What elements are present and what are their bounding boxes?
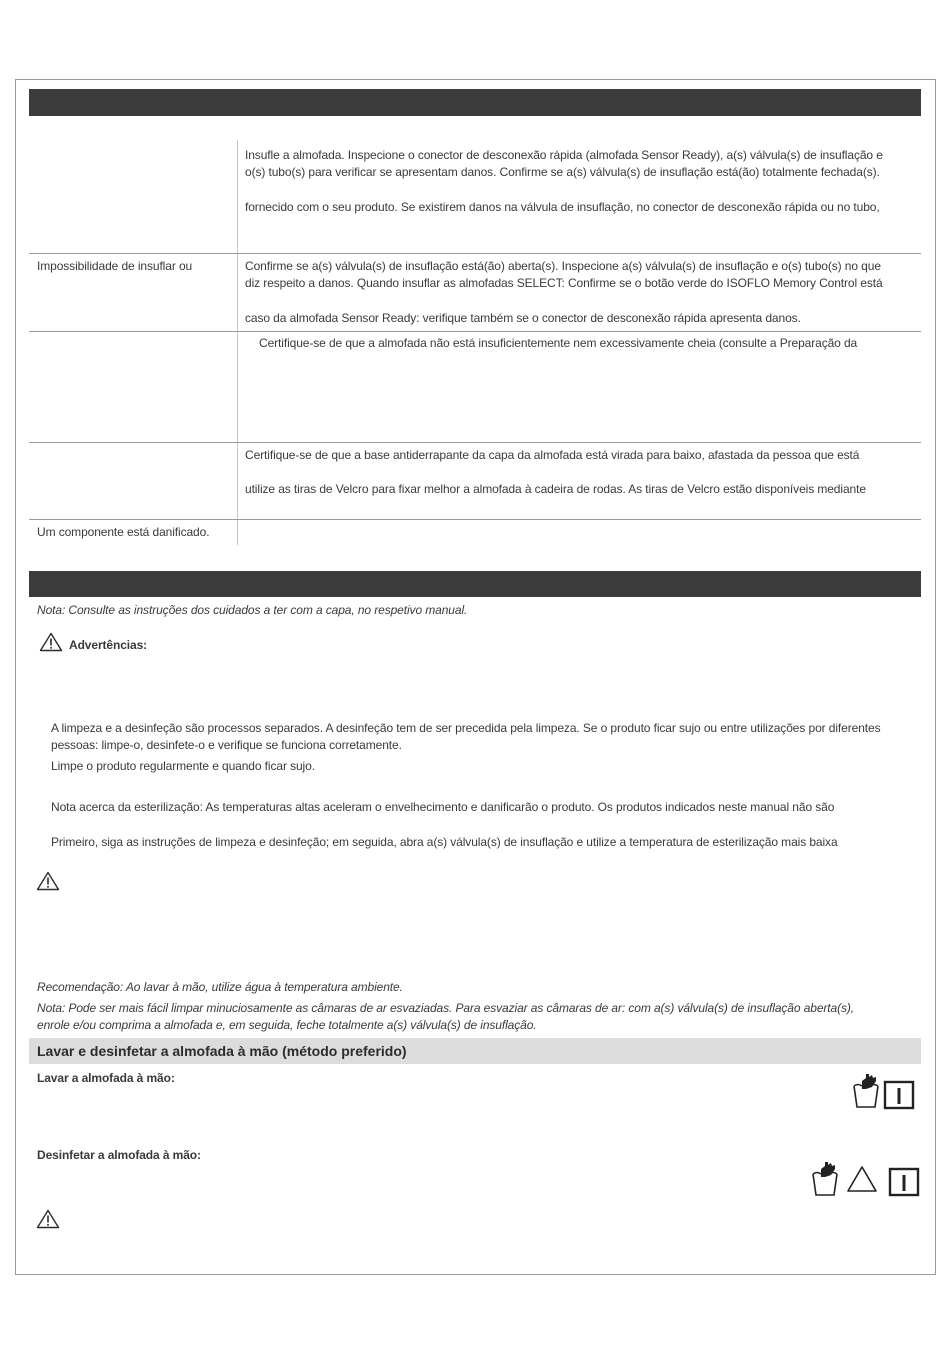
bleach-triangle-icon	[846, 1165, 878, 1198]
warning-text: Limpe o produto regularmente e quando ficar sujo.	[51, 759, 315, 773]
recommendation-text: Recomendação: Ao lavar à mão, utilize água à temperatura ambiente.	[37, 980, 403, 994]
table-row-divider	[29, 519, 921, 520]
table-cell-solution: fornecido com o seu produto. Se existirem danos na válvula de insuflação, no conector de desconexão rápida ou no tubo,	[245, 200, 880, 214]
table-cell-solution: utilize as tiras de Velcro para fixar melhor a almofada à cadeira de rodas. As tiras de Velcro estão disponíveis mediante	[245, 482, 866, 496]
warning-text: Nota acerca da esterilização: As temperaturas altas aceleram o envelhecimento e danificarão o produto. Os produtos indicados neste manual não são	[51, 800, 835, 814]
warning-icon	[36, 871, 60, 896]
table-cell-problem: Um componente está danificado.	[37, 525, 210, 539]
warning-icon	[36, 1209, 60, 1234]
table-row-divider	[29, 253, 921, 254]
section-title: Lavar e desinfetar a almofada à mão (método preferido)	[37, 1043, 407, 1059]
troubleshooting-header-bar	[29, 89, 921, 116]
table-column-divider	[237, 140, 238, 545]
table-cell-solution: Insufle a almofada. Inspecione o conector de desconexão rápida (almofada Sensor Ready), a(s) válvula(s) de insuflação e	[245, 148, 883, 162]
table-cell-solution: Certifique-se de que a almofada não está insuficientemente nem excessivamente cheia (consulte a Preparação da	[259, 336, 858, 350]
warning-icon	[39, 632, 63, 657]
hand-wash-icon	[852, 1072, 882, 1115]
wash-label: Lavar a almofada à mão:	[37, 1071, 175, 1085]
note-air-chambers: enrole e/ou comprima a almofada e, em seguida, feche totalmente a(s) válvula(s) de insuflação.	[37, 1018, 537, 1032]
warning-text: Primeiro, siga as instruções de limpeza e desinfeção; em seguida, abra a(s) válvula(s) de insuflação e utilize a temperatura de esterilização mais baixa	[51, 835, 838, 849]
care-header-bar	[29, 571, 921, 597]
table-cell-solution: Confirme se a(s) válvula(s) de insuflação está(ão) aberta(s). Inspecione a(s) válvula(s) de insuflação e o(s) tubo(s) no que	[245, 259, 881, 273]
note-air-chambers: Nota: Pode ser mais fácil limpar minuciosamente as câmaras de ar esvaziadas. Para esvaziar as câmaras de ar: com a(s) válvula(s) de insuflação aberta(s),	[37, 1001, 855, 1015]
warning-text: pessoas: limpe-o, desinfete-o e verifique se funciona corretamente.	[51, 738, 402, 752]
note-cover: Nota: Consulte as instruções dos cuidados a ter com a capa, no respetivo manual.	[37, 603, 468, 617]
dry-flat-icon	[883, 1080, 915, 1115]
table-cell-problem: Impossibilidade de insuflar ou	[37, 259, 193, 273]
warnings-label: Advertências:	[69, 638, 148, 652]
table-cell-solution: Certifique-se de que a base antiderrapante da capa da almofada está virada para baixo, afastada da pessoa que está	[245, 448, 860, 462]
table-cell-solution: diz respeito a danos. Quando insuflar as almofadas SELECT: Confirme se o botão verde do ISOFLO Memory Control está	[245, 276, 883, 290]
table-cell-solution: o(s) tubo(s) para verificar se apresentam danos. Confirme se a(s) válvula(s) de insuflação está(ão) totalmente fechada(s).	[245, 165, 880, 179]
section-title-bar	[29, 1038, 921, 1064]
warning-text: A limpeza e a desinfeção são processos separados. A desinfeção tem de ser precedida pela limpeza. Se o produto ficar sujo ou entre utilizações por diferentes	[51, 721, 881, 735]
table-row-divider	[29, 331, 921, 332]
table-cell-solution: caso da almofada Sensor Ready: verifique também se o conector de desconexão rápida apresenta danos.	[245, 311, 801, 325]
dry-flat-icon	[888, 1167, 920, 1202]
table-row-divider	[29, 442, 921, 443]
disinfect-label: Desinfetar a almofada à mão:	[37, 1148, 201, 1162]
hand-wash-icon	[811, 1160, 841, 1203]
